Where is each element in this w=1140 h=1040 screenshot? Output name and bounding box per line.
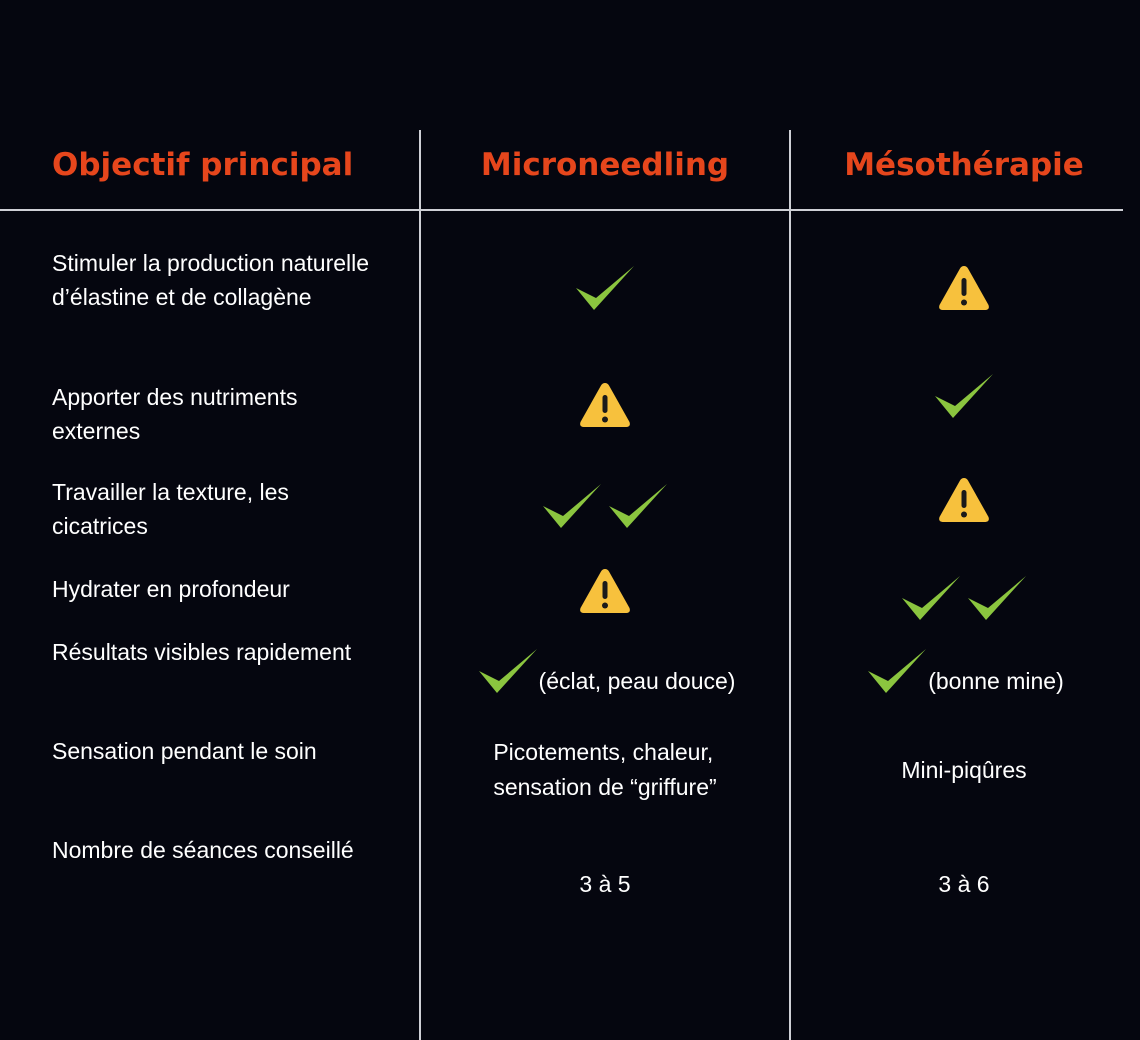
- row-label-resultats: Résultats visibles rapidement: [52, 639, 352, 665]
- sensation-line-1: Picotements, chaleur,: [493, 739, 714, 765]
- sensation-line-2: sensation de “griffure”: [493, 774, 717, 800]
- header-microneedling: Microneedling: [480, 147, 730, 183]
- check-icon: [572, 260, 638, 316]
- header-objective: Objectif principal: [52, 147, 354, 183]
- cell-microneedling-seances: [420, 866, 790, 902]
- seances-value: 3 à 6: [938, 870, 990, 897]
- result-note: (éclat, peau douce): [538, 667, 736, 694]
- cell-mesotherapie-sensation: [790, 752, 1138, 788]
- cell-microneedling-sensation: [420, 734, 790, 806]
- cell-mesotherapie-collagene: [790, 260, 1138, 316]
- cell-microneedling-texture: [420, 476, 790, 536]
- cell-microneedling-nutriments: [420, 377, 790, 433]
- cell-microneedling-hydrater: [420, 563, 790, 619]
- header-mesotherapie: Mésothérapie: [844, 147, 1084, 183]
- row-label-sensation: Sensation pendant le soin: [52, 738, 317, 764]
- warning-icon: [578, 380, 632, 430]
- check-icon: [931, 368, 997, 424]
- cell-mesotherapie-resultats: [790, 642, 1138, 700]
- check-icon: [605, 478, 671, 534]
- result-note: (bonne mine): [928, 667, 1064, 694]
- row-label-texture: Travailler la texture, les cicatrices: [52, 479, 289, 539]
- check-icon: [964, 570, 1030, 626]
- check-icon: [864, 643, 930, 699]
- row-label-nutriments: Apporter des nutriments externes: [52, 384, 298, 444]
- cell-microneedling-resultats: [420, 642, 790, 700]
- check-icon: [539, 478, 605, 534]
- warning-icon: [937, 475, 991, 525]
- cell-microneedling-collagene: [420, 258, 790, 318]
- header-divider: [0, 209, 1123, 211]
- seances-value: 3 à 5: [579, 870, 631, 897]
- cell-mesotherapie-hydrater: [790, 568, 1138, 628]
- row-label-hydrater: Hydrater en profondeur: [52, 576, 290, 602]
- check-icon: [898, 570, 964, 626]
- warning-icon: [937, 263, 991, 313]
- cell-mesotherapie-nutriments: [790, 366, 1138, 426]
- warning-icon: [578, 566, 632, 616]
- check-icon: [475, 643, 541, 699]
- row-label-collagene: Stimuler la production naturelle d’élastine et de collagène: [52, 250, 370, 310]
- cell-mesotherapie-texture: [790, 472, 1138, 528]
- row-label-seances: Nombre de séances conseillé: [52, 837, 354, 863]
- cell-mesotherapie-seances: [790, 866, 1138, 902]
- sensation-text: Mini-piqûres: [901, 756, 1027, 783]
